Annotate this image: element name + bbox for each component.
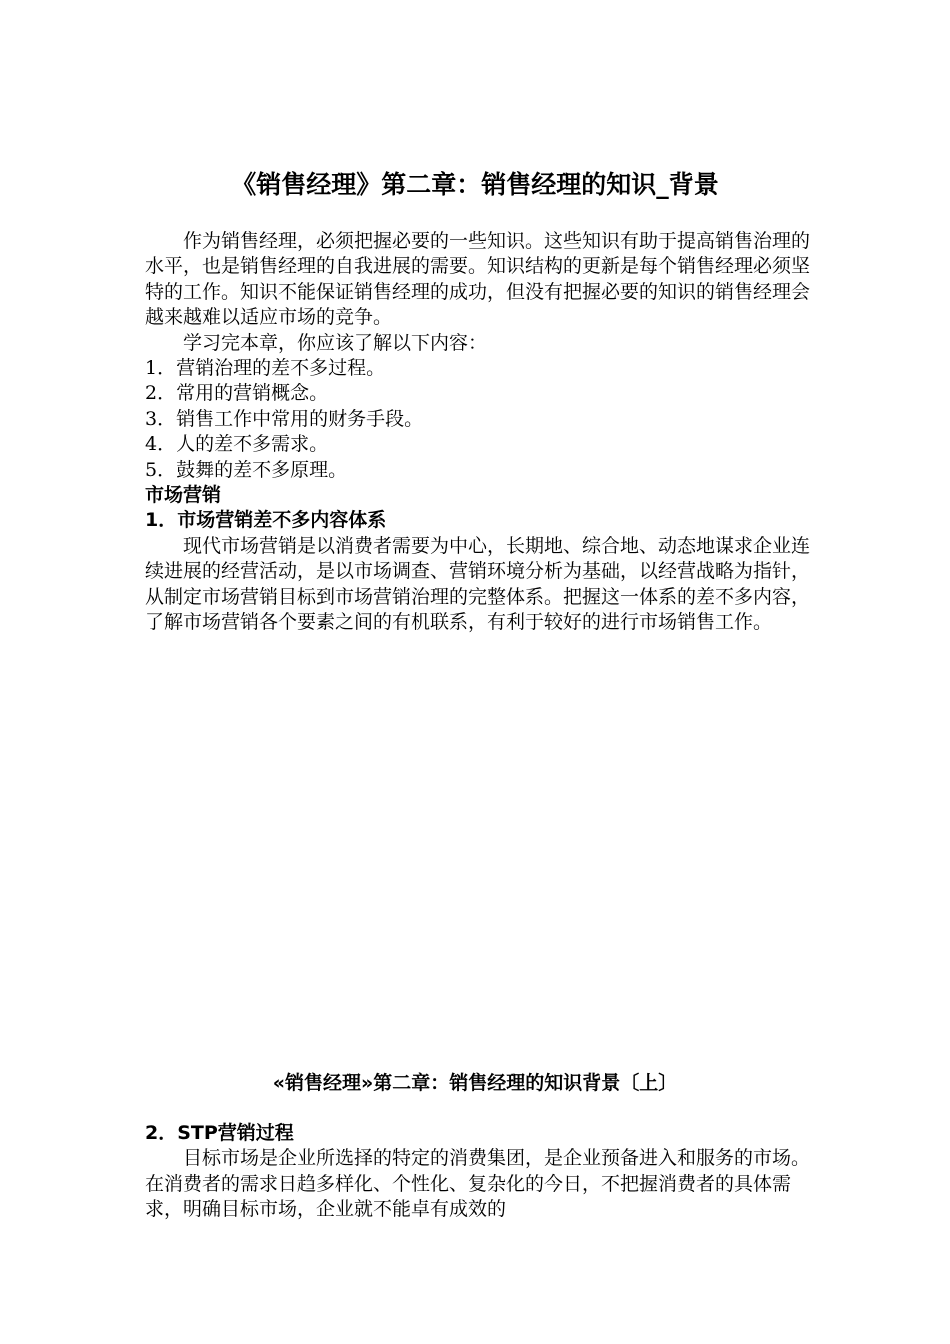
intro-paragraph: 作为销售经理，必须把握必要的一些知识。这些知识有助于提高销售治理的水平，也是销售经理的自我进展的需要。知识结构的更新是每个销售经理必须坚特的工作。知识不能保证销售经理的成功，但没有把握必要的知识的销售经理会越来越难以适应市场的竞争。 bbox=[145, 230, 811, 329]
goal-item-5: 5．鼓舞的差不多原理。 bbox=[145, 458, 348, 481]
subheading-stp-process: 2．STP营销过程 bbox=[145, 1122, 294, 1144]
stp-paragraph: 目标市场是企业所选择的特定的消费集团，是企业预备进入和服务的市场。在消费者的需求日趋多样化、个性化、复杂化的今日，不把握消费者的具体需求，明确目标市场，企业就不能卓有成效的 bbox=[145, 1147, 811, 1221]
section-two-title: «销售经理»第二章：销售经理的知识背景〔上〕 bbox=[272, 1072, 678, 1094]
goal-item-1: 1．营销治理的差不多过程。 bbox=[145, 357, 386, 380]
goal-item-3: 3．销售工作中常用的财务手段。 bbox=[145, 407, 424, 430]
section-heading-marketing: 市场营销 bbox=[145, 484, 222, 507]
goals-lead: 学习完本章，你应该了解以下内容： bbox=[183, 331, 488, 354]
document-title: 《销售经理》第二章：销售经理的知识_背景 bbox=[231, 170, 719, 199]
section-two-body bbox=[145, 1121, 810, 1223]
goal-item-4: 4．人的差不多需求。 bbox=[145, 433, 329, 456]
goal-item-2: 2．常用的营销概念。 bbox=[145, 382, 329, 405]
subheading-marketing-system: 1．市场营销差不多内容体系 bbox=[145, 509, 387, 532]
marketing-paragraph: 现代市场营销是以消费者需要为中心，长期地、综合地、动态地谋求企业连续进展的经营活动，是以市场调查、营销环境分析为基础，以经营战略为指针，从制定市场营销目标到市场营销治理的完整体系。把握这一体系的差不多内容，了解市场营销各个要素之间的有机联系，有利于较好的进行市场销售工作。 bbox=[145, 534, 811, 634]
section-one-body bbox=[145, 229, 810, 636]
